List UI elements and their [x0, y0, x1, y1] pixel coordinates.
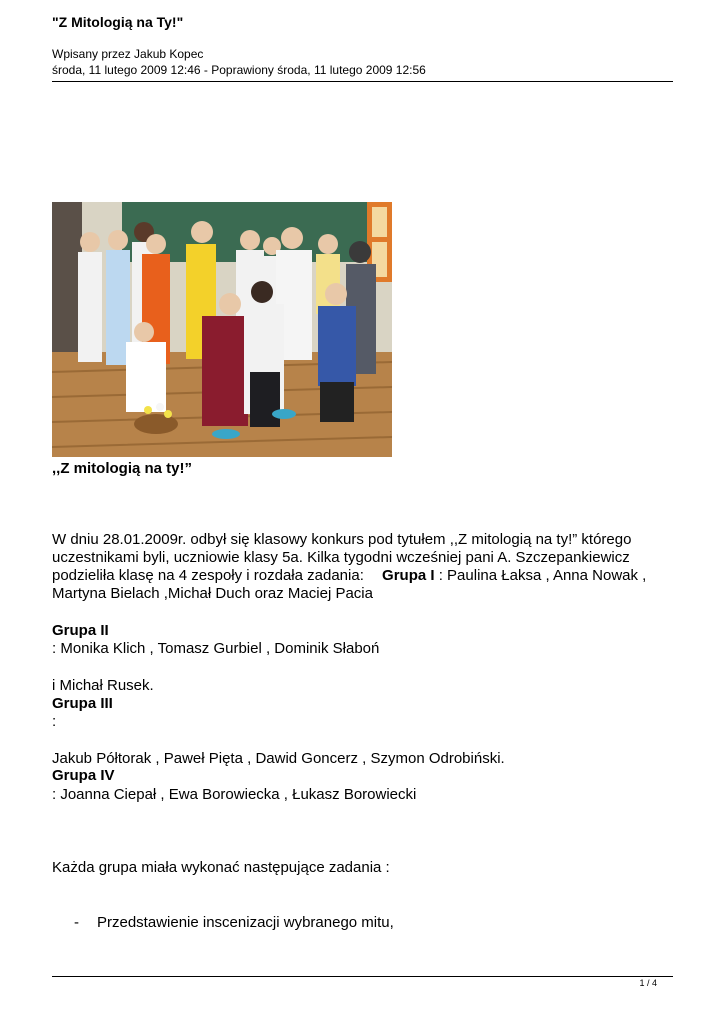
task-item-1: Przedstawienie inscenizacji wybranego mitu, — [97, 914, 394, 931]
intro-line-3-text: podzieliła klasę na 4 zespoły i rozdała zadania: — [52, 567, 369, 584]
intro-line-1: W dniu 28.01.2009r. odbył się klasowy konkurs pod tytułem ,,Z mitologią na ty!” którego — [52, 531, 632, 548]
class-photo — [52, 202, 392, 457]
photo-caption: ,,Z mitologią na ty!” — [52, 460, 193, 477]
author-line: Wpisany przez Jakub Kopec — [52, 47, 204, 61]
group-3-colon: : — [52, 713, 57, 730]
group-2-label: Grupa II — [52, 622, 109, 639]
bullet-dash: - — [74, 914, 79, 931]
group-3-label: Grupa III — [52, 695, 113, 712]
group-4-members: : Joanna Ciepał , Ewa Borowiecka , Łukasz Borowiecki — [52, 786, 417, 803]
group-3-members: Jakub Półtorak , Paweł Pięta , Dawid Goncerz , Szymon Odrobiński. — [52, 750, 505, 767]
group-1-members: : Paulina Łaksa , Anna Nowak , — [434, 567, 647, 584]
group-1-label: Grupa I — [382, 567, 435, 584]
page-title: "Z Mitologią na Ty!" — [52, 14, 184, 30]
group-1-members-cont: Martyna Bielach ,Michał Duch oraz Maciej Pacia — [52, 585, 373, 602]
tasks-intro: Każda grupa miała wykonać następujące zadania : — [52, 859, 390, 876]
group-2-extra: i Michał Rusek. — [52, 677, 154, 694]
page-number: 1 / 4 — [639, 978, 657, 988]
group-2-members: : Monika Klich , Tomasz Gurbiel , Dominik Słaboń — [52, 640, 380, 657]
header-divider — [52, 81, 673, 82]
date-line: środa, 11 lutego 2009 12:46 - Poprawiony środa, 11 lutego 2009 12:56 — [52, 63, 426, 77]
footer-divider — [52, 976, 673, 977]
group-4-label: Grupa IV — [52, 767, 115, 784]
intro-line-2: uczestnikami byli, uczniowie klasy 5a. Kilka tygodni wcześniej pani A. Szczepankiewicz — [52, 549, 630, 566]
intro-line-3 — [52, 567, 646, 585]
